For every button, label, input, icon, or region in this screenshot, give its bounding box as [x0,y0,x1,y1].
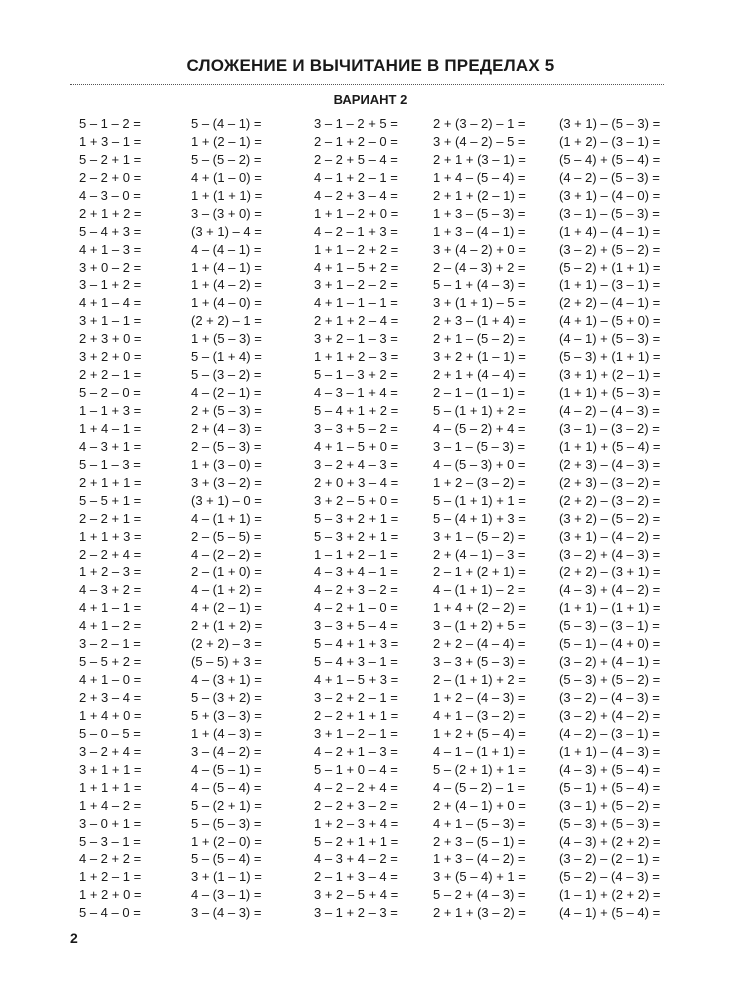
exercise-item: 3 – 2 + 2 – 1 = [314,690,398,705]
exercise-item: 3 + 2 + (1 – 1) = [433,349,526,365]
exercise-item: 3 – 1 + 2 = [79,277,142,293]
exercise-item: 2 – (1 + 0) = [191,564,262,580]
exercise-item: 2 + 3 – (1 + 4) = [433,313,526,329]
exercise-item: 5 – 2 – 0 = [79,385,141,401]
exercise-item: 4 – (1 + 1) = [191,510,262,526]
exercise-item: 1 + (2 – 0) = [191,833,262,849]
exercise-item: 4 + 1 – 3 = [79,241,142,257]
exercise-item: 3 – 0 + 1 = [79,815,142,831]
exercise-item: 2 + 1 + (3 – 1) = [433,151,526,167]
exercise-column-1 [79,115,142,922]
exercise-item: 2 – 1 – (1 – 1) = [433,385,526,401]
exercise-item: 2 + 1 + 2 – 4 = [314,313,399,329]
exercise-item: 5 – (4 + 1) + 3 = [433,510,526,526]
exercise-item: 3 + (1 – 1) = [191,869,262,885]
exercise-item: 2 – 2 + 4 = [79,546,142,562]
exercise-item: 2 + 3 – (5 – 1) = [433,833,526,849]
exercise-item: 5 – (1 + 1) + 2 = [433,403,526,418]
exercise-item: (2 + 3) – (3 – 2) = [559,474,661,490]
exercise-item: (3 + 1) – (4 – 0) = [559,187,661,203]
exercise-item: 2 + 2 – (4 – 4) = [433,636,526,652]
exercise-column-4 [433,115,526,922]
exercise-item: 4 – 3 + 1 = [79,438,142,454]
exercise-item: 4 – (1 + 2) = [191,582,262,598]
exercise-item: 2 – (5 – 3) = [191,438,262,454]
exercise-item: 4 – (2 – 2) = [191,546,262,562]
exercise-item: 3 + 2 – 1 – 3 = [314,331,398,347]
exercise-item: 5 – 0 – 5 = [79,725,141,741]
exercise-item: (4 – 3) + (4 – 2) = [559,582,661,598]
exercise-item: 1 + 2 + 0 = [79,887,142,903]
exercise-item: 2 + (4 – 1) – 3 = [433,546,526,562]
exercise-item: (3 + 1) – (4 – 2) = [559,528,661,544]
exercise-item: 4 – 3 + 4 – 2 = [314,851,398,867]
exercise-item: 4 + 1 – 1 – 1 = [314,295,398,311]
exercise-item: 4 – 2 + 3 – 2 = [314,582,398,598]
exercise-item: 3 + (5 – 4) + 1 = [433,869,526,885]
exercise-item: 4 – (4 – 1) = [191,241,262,257]
exercise-item: 2 – 2 + 5 – 4 = [314,151,398,167]
exercise-item: 2 – 2 + 1 + 1 = [314,707,399,723]
exercise-item: 3 + 2 – 5 + 0 = [314,492,399,508]
exercise-item: 3 – 1 – 2 + 5 = [314,116,398,131]
exercise-item: 2 – (5 – 5) = [191,528,262,544]
exercise-item: 1 + 4 – 1 = [79,420,142,436]
exercise-item: 4 + 1 – 0 = [79,672,142,688]
exercise-item: 1 + (4 – 0) = [191,295,262,311]
exercise-item: 3 – 1 + 2 – 3 = [314,905,398,921]
exercise-item: 4 – 3 + 4 – 1 = [314,564,398,580]
exercise-item: 2 – 1 + 2 – 0 = [314,133,398,149]
exercise-item: (3 + 2) – (5 – 2) = [559,510,661,526]
exercise-item: 5 – (3 + 2) = [191,690,262,705]
exercise-item: 5 – 1 + 0 – 4 = [314,761,398,777]
exercise-item: (4 – 1) + (5 – 3) = [559,331,661,347]
exercise-item: (1 + 1) + (5 – 3) = [559,385,661,401]
exercise-item: 3 + (4 – 2) + 0 = [433,241,526,257]
exercise-item: 1 + 1 + 3 = [79,528,142,544]
exercise-item: 4 – (2 – 1) = [191,385,262,401]
exercise-item: (3 – 2) – (4 – 3) = [559,690,660,705]
exercise-item: 2 – 2 + 0 = [79,169,142,185]
exercise-item: 3 – (1 + 2) + 5 = [433,618,526,634]
exercise-item: (1 + 4) – (4 – 1) = [559,223,661,239]
exercise-item: 4 + (1 – 0) = [191,169,262,185]
exercise-item: 2 + (5 – 3) = [191,403,262,418]
exercise-item: 4 – 3 – 1 + 4 = [314,385,398,401]
exercise-item: 1 + (2 – 1) = [191,133,262,149]
exercise-item: 2 – (4 – 3) + 2 = [433,259,526,275]
exercise-item: 3 + (3 – 2) = [191,474,262,490]
exercise-item: 1 + 2 – 3 = [79,564,142,580]
exercise-item: 1 + 1 + 1 = [79,779,142,795]
exercise-item: 2 + 3 + 0 = [79,331,142,347]
exercise-column-2 [191,115,262,922]
exercise-item: (2 + 2) – 1 = [191,313,262,329]
exercise-item: (3 – 1) – (5 – 3) = [559,205,660,221]
exercise-column-5 [559,115,661,922]
exercise-item: 4 + 1 – 5 + 0 = [314,438,399,454]
exercise-item: 3 + 1 – 2 – 1 = [314,725,398,741]
exercise-item: (3 – 2) + (4 – 3) = [559,546,661,562]
exercise-item: 1 + 1 + 2 – 3 = [314,349,399,365]
exercise-item: 5 – (5 – 3) = [191,815,262,831]
exercise-item: 4 – 1 – (1 + 1) = [433,743,526,759]
exercise-item: 5 – (1 + 1) + 1 = [433,492,526,508]
exercise-item: 1 + 4 – (5 – 4) = [433,169,526,185]
exercise-item: (3 – 1) + (5 – 2) = [559,797,661,813]
page-number: 2 [70,930,78,946]
exercise-item: (1 + 1) – (4 – 3) = [559,743,661,759]
exercise-item: 2 + (4 – 1) + 0 = [433,797,526,813]
exercise-item: (5 – 1) – (4 + 0) = [559,636,661,652]
exercise-item: 3 – 3 + (5 – 3) = [433,654,526,670]
exercise-item: (3 – 2) – (2 – 1) = [559,851,660,867]
exercise-item: 1 + 2 – 3 + 4 = [314,815,399,831]
exercise-item: 4 + 1 – (3 – 2) = [433,707,526,723]
exercise-item: 1 + 4 + (2 – 2) = [433,600,526,616]
exercise-item: 4 + 1 – 1 = [79,600,142,616]
exercise-item: 4 – 3 – 0 = [79,187,141,203]
exercise-item: 4 – (5 – 2) + 4 = [433,420,526,436]
exercise-item: 3 + 2 + 0 = [79,349,142,365]
exercise-item: (5 – 3) + (5 – 3) = [559,815,661,831]
exercise-item: 2 + 1 – (5 – 2) = [433,331,526,347]
exercise-column-3 [314,115,398,922]
exercise-item: 3 + 2 – 5 + 4 = [314,887,399,903]
exercise-item: (1 + 1) + (5 – 4) = [559,438,661,454]
exercise-item: 3 – 3 + 5 – 2 = [314,420,398,436]
exercise-item: (4 – 2) – (3 – 1) = [559,725,660,741]
exercise-item: 5 – (2 + 1) + 1 = [433,761,526,777]
exercise-item: 5 – (3 – 2) = [191,367,262,383]
exercise-item: 3 + 0 – 2 = [79,259,142,275]
exercise-item: 4 + 1 – 4 = [79,295,142,311]
exercise-item: 3 + 1 – 1 = [79,313,142,329]
exercise-item: 2 + (1 + 2) = [191,618,263,634]
exercise-item: 3 – 2 – 1 = [79,636,141,652]
exercise-item: 5 – 1 – 3 = [79,456,141,472]
exercise-item: 5 – 3 + 2 + 1 = [314,510,399,526]
exercise-item: 2 + 2 – 1 = [79,367,142,383]
exercise-item: 4 – (3 – 1) = [191,887,262,903]
exercise-item: 4 + 1 – (5 – 3) = [433,815,526,831]
exercise-item: 5 – 3 + 2 + 1 = [314,528,399,544]
exercise-item: 4 – 2 – 2 + 4 = [314,779,398,795]
exercise-item: 1 + 2 – (3 – 2) = [433,474,526,490]
exercise-item: 2 – 1 + 3 – 4 = [314,869,398,885]
exercise-item: (5 – 2) – (4 – 3) = [559,869,660,885]
exercise-item: 1 – 1 + 3 = [79,403,142,418]
exercise-item: (1 + 1) – (1 + 1) = [559,600,661,616]
exercise-item: 1 + 2 – (4 – 3) = [433,690,526,705]
exercise-item: 1 + 3 – 1 = [79,133,142,149]
exercise-item: 5 – 2 + 1 + 1 = [314,833,399,849]
exercise-item: 4 – 2 + 1 – 3 = [314,743,398,759]
exercise-item: 1 + 1 – 2 + 2 = [314,241,399,257]
exercise-item: 3 – (4 – 2) = [191,743,262,759]
exercise-item: (3 + 1) – (5 – 3) = [559,116,661,131]
exercise-item: 5 – 4 + 1 + 2 = [314,403,399,418]
exercise-item: (2 + 2) – (3 – 2) = [559,492,661,508]
exercise-item: (1 + 2) – (3 – 1) = [559,133,661,149]
exercise-item: (3 – 2) + (5 – 2) = [559,241,661,257]
exercise-item: 5 – 1 – 3 + 2 = [314,367,398,383]
exercise-item: 5 – 5 + 1 = [79,492,142,508]
exercise-item: (1 – 1) + (2 + 2) = [559,887,661,903]
exercise-item: 4 – 2 – 1 + 3 = [314,223,398,239]
exercise-item: 2 + (3 – 2) – 1 = [433,116,526,131]
exercise-item: 5 + (3 – 3) = [191,707,262,723]
exercise-item: (4 – 3) + (5 – 4) = [559,761,661,777]
exercise-item: 2 + 1 + (4 – 4) = [433,367,526,383]
exercise-item: 3 + 1 – 2 – 2 = [314,277,398,293]
exercise-item: 5 – 1 + (4 – 3) = [433,277,526,293]
exercise-item: 2 + 0 + 3 – 4 = [314,474,399,490]
exercise-item: 3 + 1 + 1 = [79,761,142,777]
exercise-item: (5 – 5) + 3 = [191,654,262,670]
exercise-item: (4 – 2) – (5 – 3) = [559,169,660,185]
exercise-item: 2 + 3 – 4 = [79,690,142,705]
exercise-item: 4 – (5 – 2) – 1 = [433,779,526,795]
exercise-item: 4 – 1 + 2 – 1 = [314,169,398,185]
exercise-item: 1 + 2 + (5 – 4) = [433,725,526,741]
dotted-divider [70,84,664,85]
exercise-item: 2 + 1 + 1 = [79,474,142,490]
exercise-item: (4 – 2) – (4 – 3) = [559,403,660,418]
exercise-item: 2 + (4 – 3) = [191,420,262,436]
exercise-item: 5 – 4 + 3 = [79,223,142,239]
exercise-item: 1 + 1 – 2 + 0 = [314,205,399,221]
exercise-item: 5 – (5 – 2) = [191,151,262,167]
exercise-item: 2 – 2 + 1 = [79,510,142,526]
exercise-item: 5 – (4 – 1) = [191,116,262,131]
exercise-item: 3 – 1 – (5 – 3) = [433,438,526,454]
exercise-item: (2 + 3) – (4 – 3) = [559,456,661,472]
exercise-item: 3 – 2 + 4 – 3 = [314,456,398,472]
exercise-item: (5 – 1) + (5 – 4) = [559,779,661,795]
exercise-item: 1 – 1 + 2 – 1 = [314,546,398,562]
exercise-item: 1 + 3 – (4 – 2) = [433,851,526,867]
exercise-item: 5 – 2 + 1 = [79,151,142,167]
exercise-item: 5 – 5 + 2 = [79,654,142,670]
exercise-item: 3 – (3 + 0) = [191,205,262,221]
exercise-item: (2 + 2) – 3 = [191,636,262,652]
exercise-item: (5 – 3) – (3 – 1) = [559,618,660,634]
exercise-item: (2 + 2) – (3 + 1) = [559,564,661,580]
exercise-item: 4 + 1 – 5 + 2 = [314,259,399,275]
exercise-item: 1 + 3 – (4 – 1) = [433,223,526,239]
exercise-item: 5 – 2 + (4 – 3) = [433,887,526,903]
exercise-item: 1 + 3 – (5 – 3) = [433,205,526,221]
exercise-item: 3 + (4 – 2) – 5 = [433,133,526,149]
exercise-item: 4 – 3 + 2 = [79,582,142,598]
exercise-item: 4 – 2 + 2 = [79,851,142,867]
exercise-item: 3 + (1 + 1) – 5 = [433,295,526,311]
exercise-item: 2 – (1 + 1) + 2 = [433,672,526,688]
exercise-item: (4 – 1) + (5 – 4) = [559,905,661,921]
exercise-item: 5 – (5 – 4) = [191,851,262,867]
exercise-item: 4 – 2 + 3 – 4 = [314,187,398,203]
exercise-item: 2 – 2 + 3 – 2 = [314,797,398,813]
exercise-item: 2 – 1 + (2 + 1) = [433,564,526,580]
exercise-item: 2 + 1 + 2 = [79,205,142,221]
exercise-item: 1 + (4 – 3) = [191,725,262,741]
exercise-item: 4 – 2 + 1 – 0 = [314,600,398,616]
exercise-item: (1 + 1) – (3 – 1) = [559,277,661,293]
exercise-item: 5 – 3 – 1 = [79,833,141,849]
exercise-item: (3 – 2) + (4 – 2) = [559,707,661,723]
page-title: СЛОЖЕНИЕ И ВЫЧИТАНИЕ В ПРЕДЕЛАХ 5 [186,56,555,75]
exercise-item: 1 + 2 – 1 = [79,869,142,885]
exercise-item: 3 – (4 – 3) = [191,905,262,921]
variant-heading: ВАРИАНТ 2 [333,92,408,107]
exercise-item: 2 + 1 + (3 – 2) = [433,905,526,921]
exercise-item: (5 – 3) + (1 + 1) = [559,349,661,365]
exercise-item: (3 + 1) – 4 = [191,223,262,239]
exercise-item: 1 + (3 – 0) = [191,456,262,472]
exercise-item: (5 – 3) + (5 – 2) = [559,672,661,688]
exercise-item: (3 + 1) + (2 – 1) = [559,367,661,383]
exercise-item: 4 – (1 + 1) – 2 = [433,582,526,598]
exercise-item: 1 + (4 – 2) = [191,277,262,293]
exercise-item: 5 – (2 + 1) = [191,797,262,813]
exercise-item: (5 – 4) + (5 – 4) = [559,151,661,167]
exercise-item: 5 – (1 + 4) = [191,349,262,365]
exercise-item: (3 + 1) – 0 = [191,492,262,508]
exercise-item: 1 + (5 – 3) = [191,331,262,347]
exercise-item: 1 + 4 – 2 = [79,797,142,813]
exercise-item: (3 – 2) + (4 – 1) = [559,654,661,670]
exercise-item: 3 – 3 + 5 – 4 = [314,618,398,634]
exercise-item: (4 + 1) – (5 + 0) = [559,313,661,329]
exercise-item: 5 – 1 – 2 = [79,116,141,131]
exercise-item: (5 – 2) + (1 + 1) = [559,259,661,275]
exercise-item: (3 – 1) – (3 – 2) = [559,420,660,436]
exercise-item: 4 + 1 – 2 = [79,618,142,634]
exercise-item: 1 + (4 – 1) = [191,259,262,275]
exercise-item: 5 – 4 + 3 – 1 = [314,654,398,670]
exercise-item: 3 – 2 + 4 = [79,743,142,759]
exercise-item: 5 – 4 – 0 = [79,905,141,921]
exercise-item: 4 – (5 – 3) + 0 = [433,456,526,472]
exercise-item: 4 + (2 – 1) = [191,600,262,616]
exercise-item: (4 – 3) + (2 + 2) = [559,833,661,849]
exercise-item: 5 – 4 + 1 + 3 = [314,636,399,652]
exercise-item: 4 + 1 – 5 + 3 = [314,672,399,688]
exercise-item: 1 + 4 + 0 = [79,707,142,723]
exercise-item: 1 + (1 + 1) = [191,187,263,203]
exercise-item: 2 + 1 + (2 – 1) = [433,187,526,203]
exercise-item: 4 – (5 – 4) = [191,779,262,795]
exercise-item: 4 – (5 – 1) = [191,761,262,777]
exercise-item: 4 – (3 + 1) = [191,672,262,688]
exercise-item: 3 + 1 – (5 – 2) = [433,528,526,544]
exercise-item: (2 + 2) – (4 – 1) = [559,295,661,311]
